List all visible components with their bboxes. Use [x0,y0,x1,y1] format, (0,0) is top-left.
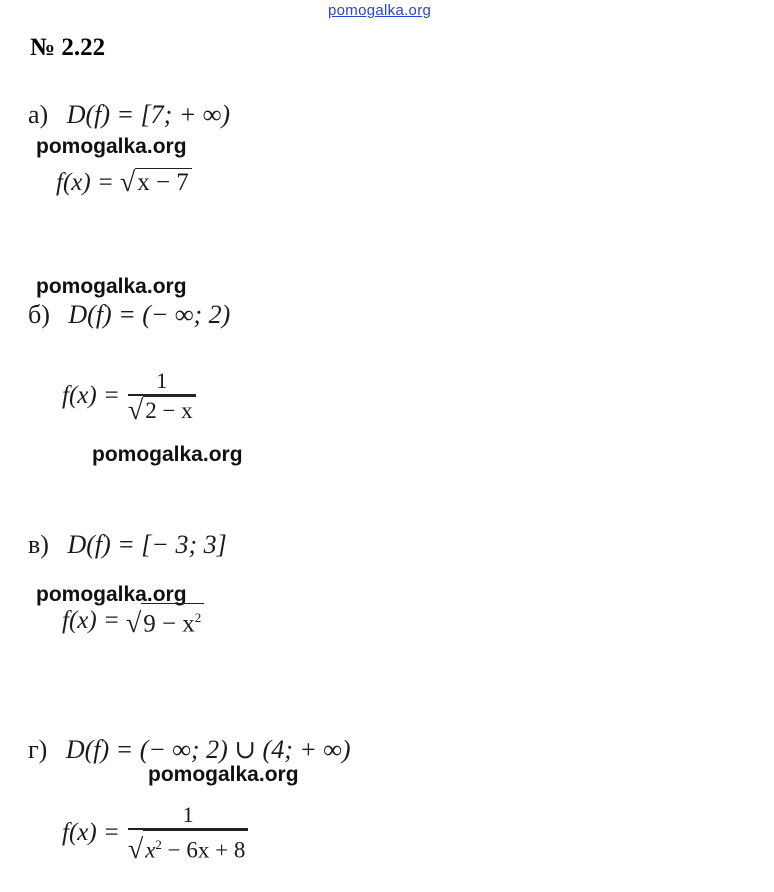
radical-sign-icon: √ [125,608,142,640]
item-c-function-lhs: f(x) = [62,606,120,634]
item-b-fraction [128,368,196,425]
item-c-exponent: 2 [194,610,202,625]
item-d-fraction [128,802,249,864]
item-c-domain: D(f) = [− 3; 3] [67,530,227,559]
item-a-domain: D(f) = [7; + ∞) [66,100,231,129]
item-c-function [62,603,204,638]
item-d-domain-row [28,735,351,765]
item-d-radicand-x: x [145,837,156,863]
radical-sign-icon: √ [127,394,144,426]
item-d-function [62,802,248,864]
item-a-function [56,168,192,197]
item-b-function [62,368,196,425]
item-d-label: г) [28,735,48,764]
item-b-domain: D(f) = (− ∞; 2) [68,300,231,329]
item-b-function-lhs: f(x) = [62,382,120,410]
item-a-domain-row [28,100,230,130]
item-b-denominator [128,396,196,425]
item-c-sqrt [126,603,204,638]
watermark: pomogalka.org [92,443,243,466]
item-a-label: а) [28,100,49,129]
item-d-exponent: 2 [155,836,162,852]
item-d-function-lhs: f(x) = [62,819,120,847]
item-c-radicand [141,603,204,638]
item-b-radicand: 2 − x [143,396,195,425]
watermark: pomogalka.org [36,135,187,158]
item-a-radicand: x − 7 [135,168,192,197]
item-d-radicand-rest: − 6x + 8 [161,837,246,863]
watermark: pomogalka.org [36,275,187,298]
item-c-radicand-text: 9 − x [143,610,195,638]
item-d-radicand [143,830,248,865]
site-link[interactable]: pomogalka.org [328,2,432,19]
radical-sign-icon: √ [119,167,136,198]
watermark: pomogalka.org [36,583,187,606]
item-d-domain: D(f) = (− ∞; 2) ∪ (4; + ∞) [65,735,351,764]
item-a-function-lhs: f(x) = [56,168,114,196]
item-b-label: б) [28,300,50,329]
item-a-sqrt [120,168,192,197]
item-b-domain-row [28,300,230,330]
item-d-numerator: 1 [182,802,194,827]
item-c-domain-row [28,530,227,560]
watermark: pomogalka.org [148,763,299,786]
radical-sign-icon: √ [127,834,144,866]
item-c-label: в) [28,530,49,559]
problem-number: № 2.22 [30,34,106,61]
item-d-denominator [128,830,249,865]
item-b-numerator: 1 [156,368,168,393]
